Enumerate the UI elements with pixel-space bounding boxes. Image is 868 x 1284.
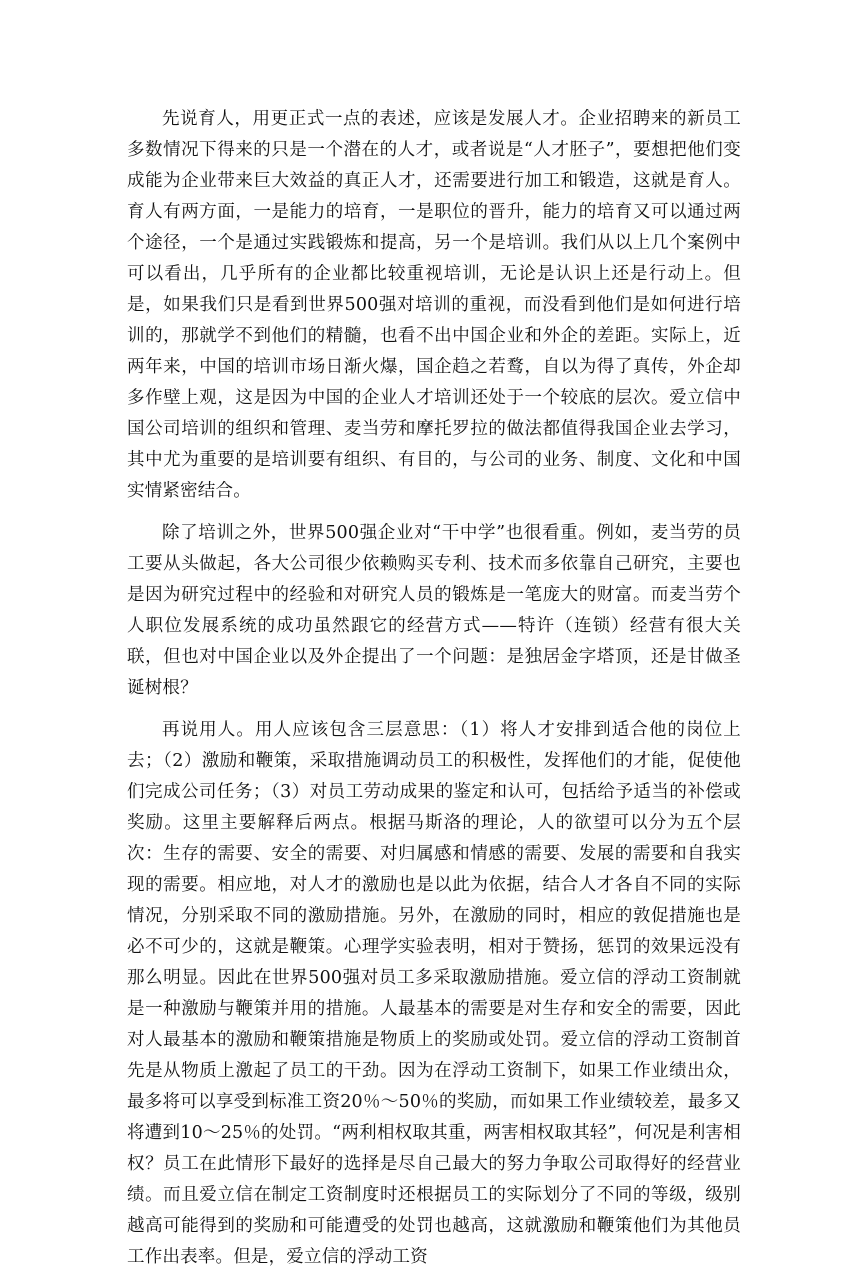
paragraph-talent-utilization: 再说用人。用人应该包含三层意思：（1）将人才安排到适合他的岗位上去；（2）激励和鞭策，采取措施调动员工的积极性，发挥他们的才能，促使他们完成公司任务；（3）对员工劳动成果的鉴定和认可，包括给予适当的补偿或奖励。这里主要解释后两点。根据马斯洛的理论，人的欲望可以分为五个层次：生存的需要、安全的需要、对归属感和情感的需要、发展的需要和自我实现的需要。相应地，对人才的激励也是以此为依据，结合人才各自不同的实际情况，分别采取不同的激励措施。另外，在激励的同时，相应的敦促措施也是必不可少的，这就是鞭策。心理学实验表明，相对于赞扬，惩罚的效果远没有那么明显。因此在世界500强对员工多采取激励措施。爱立信的浮动工资制就是一种激励与鞭策并用的措施。人最基本的需要是对生存和安全的需要，因此对人最基本的激励和鞭策措施是物质上的奖励或处罚。爱立信的浮动工资制首先是从物质上激起了员工的干劲。因为在浮动工资制下，如果工作业绩出众，最多将可以享受到标准工资20％～50％的奖励，而如果工作业绩较差，最多又将遭到10～25％的处罚。“两利相权取其重，两害相权取其轻”，何况是利害相权？员工在此情形下最好的选择是尽自己最大的努力争取公司取得好的经营业绩。而且爱立信在制定工资制度时还根据员工的实际划分了不同的等级，级别越高可能得到的奖励和可能遭受的处罚也越高，这就激励和鞭策他们为其他员工作出表率。但是，爱立信的浮动工资 (127, 720, 741, 1267)
document-body (127, 104, 741, 1284)
paragraph-learning-by-doing: 除了培训之外，世界500强企业对“干中学”也很看重。例如，麦当劳的员工要从头做起，各大公司很少依赖购买专利、技术而多依靠自己研究，主要也是因为研究过程中的经验和对研究人员的锻炼是一笔庞大的财富。而麦当劳个人职位发展系统的成功虽然跟它的经营方式——特许（连锁）经营有很大关联，但也对中国企业以及外企提出了一个问题：是独居金字塔顶，还是甘做圣诞树根？ (127, 523, 741, 698)
paragraph-talent-development: 先说育人，用更正式一点的表述，应该是发展人才。企业招聘来的新员工多数情况下得来的只是一个潜在的人才，或者说是“人才胚子”，要想把他们变成能为企业带来巨大效益的真正人才，还需要进行加工和锻造，这就是育人。育人有两方面，一是能力的培育，一是职位的晋升，能力的培育又可以通过两个途径，一个是通过实践锻炼和提高，另一个是培训。我们从以上几个案例中可以看出，几乎所有的企业都比较重视培训，无论是认识上还是行动上。但是，如果我们只是看到世界500强对培训的重视，而没看到他们是如何进行培训的，那就学不到他们的精髓，也看不出中国企业和外企的差距。实际上，近两年来，中国的培训市场日渐火爆，国企趋之若鹜，自以为得了真传，外企却多作壁上观，这是因为中国的企业人才培训还处于一个较底的层次。爱立信中国公司培训的组织和管理、麦当劳和摩托罗拉的做法都值得我国企业去学习，其中尤为重要的是培训要有组织、有目的，与公司的业务、制度、文化和中国实情紧密结合。 (127, 109, 741, 501)
